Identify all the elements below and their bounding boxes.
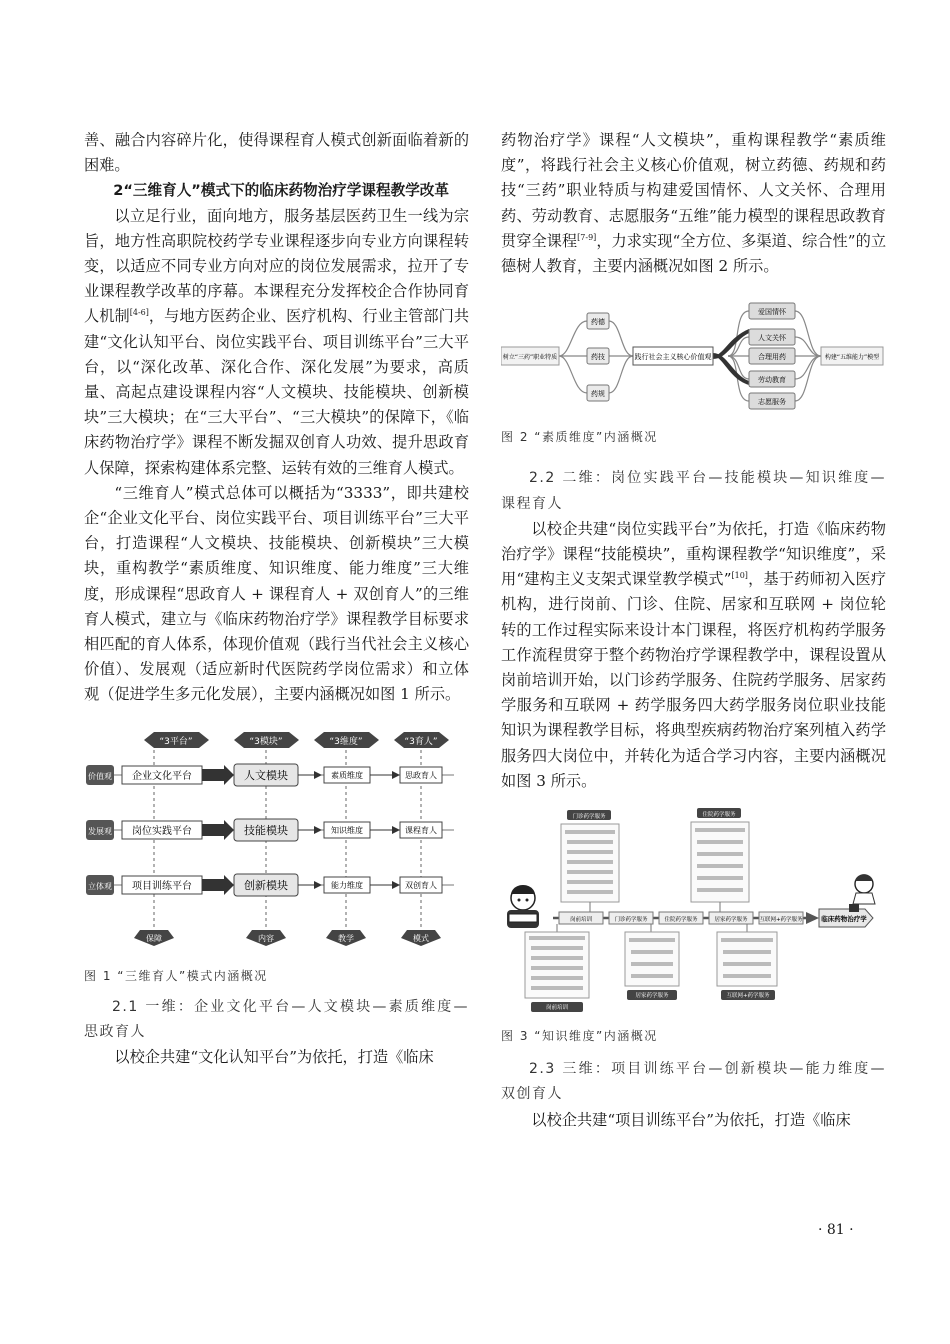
paragraph-text: ，基于药师初入医疗机构，进行岗前、门诊、住院、居家和互联网 + 岗位轮转的工作过程实际来设计本门课程，将医疗机构药学服务工作流程贯穿于整个药物治疗学课程教学中，课程设置从岗前培训开始，以门诊药学服务、住院药学服务、居家药学服务和互联网 + 药学服务四大药学服务岗位职业技能知识为课程教学目标，将典型疾病药物治疗案列植入药学服务四大岗位中，并转化为适合学习内容，主要内涵概况如图 3 所示。: [501, 570, 887, 790]
fig1-header: “3维度”: [329, 736, 363, 747]
fig3-bottom-left-box: [525, 924, 589, 1012]
fig1-education: 双创育人: [405, 880, 437, 890]
fig1-headers: [144, 732, 449, 748]
fig1-footer: 教学: [338, 933, 354, 943]
figure-3-diagram: [501, 806, 886, 1018]
fig3-box-title: 互联网+药学服务: [726, 993, 770, 1000]
fig1-platform: 岗位实践平台: [132, 825, 192, 837]
figure-1-caption: 图 1 “三维育人”模式内涵概况: [84, 968, 268, 983]
fig1-footer: 内容: [258, 933, 274, 943]
paragraph: [501, 517, 886, 794]
fig2-item: 爱国情怀: [758, 308, 786, 317]
fig1-dimension: 素质维度: [331, 770, 363, 780]
figure-2: [501, 299, 886, 417]
fig1-footer: 模式: [413, 933, 429, 943]
section-heading-2: 2“三维育人”模式下的临床药物治疗学课程教学改革: [113, 182, 449, 200]
paragraph-text: ，与地方医药企业、医疗机构、行业主管部门共建“文化认知平台、岗位实践平台、项目训练平台”三大平台，以“深化改革、深化合作、深化发展”为要求，高质量、高起点建设课程内容“人文模块、技能模块、创新模块”三大模块；在“三大平台”、“三大模块”的保障下，《临床药物治疗学》课程不断发掘双创育人功效、提升思政育人保障，探索构建体系完整、运转有效的三维育人模式。: [84, 307, 470, 477]
fig3-spine-node: 互联网+药学服务: [759, 917, 803, 924]
paragraph: [501, 128, 886, 279]
fig3-spine-node: 住院药学服务: [664, 917, 698, 924]
citation: [7-9]: [577, 232, 597, 242]
fig2-center: 践行社会主义核心价值观: [634, 353, 712, 362]
fig1-module: 技能模块: [244, 823, 288, 837]
fig2-item: 药德: [591, 318, 605, 327]
left-column: [84, 128, 469, 1070]
paragraph-text: ，力求实现“全方位、多渠道、综合性”的立德树人教育，主要内涵概况如图 2 所示。: [501, 231, 887, 276]
subsection-2-3: 2.3 三维：项目训练平台—创新模块—能力维度—双创育人: [501, 1061, 886, 1103]
fig1-header: “3平台”: [159, 736, 193, 747]
figure-2-diagram: [501, 299, 886, 417]
figure-1-diagram: [84, 722, 469, 958]
fig3-spine-node: 岗前培训: [569, 917, 593, 924]
paragraph-text: 以立足行业，面向地方，服务基层医药卫生一线为宗旨，地方性高职院校药学专业课程逐步向专业方向课程转变，以适应不同专业方向对应的岗位发展需求，拉开了专业课程教学改革的序幕。本课程充分发挥校企合作协同育人机制: [84, 206, 469, 326]
figure-3-caption: 图 3 “知识维度”内涵概况: [501, 1029, 658, 1044]
fig1-row-label: 立体观: [88, 881, 112, 891]
paragraph-text: 药物治疗学》课程“人文模块”，重构课程教学“素质维度”，将践行社会主义核心价值观，树立药德、药规和药技“三药”职业特质与构建爱国情怀、人文关怀、合理用药、劳动教育、志愿服务“五维”能力模型的课程思政教育贯穿全课程: [501, 131, 886, 250]
fig2-item: 药规: [591, 390, 605, 399]
doctor-figure: [849, 874, 875, 912]
paragraph: 以校企共建“文化认知平台”为依托，打造《临床: [114, 1048, 434, 1067]
fig3-box-title: 住院药学服务: [702, 812, 736, 819]
fig1-row: [86, 819, 454, 841]
fig1-row: [86, 764, 454, 786]
figure-3: [501, 806, 886, 1018]
fig1-platform: 项目训练平台: [132, 880, 192, 892]
fig3-spine-node: 居家药学服务: [714, 917, 748, 924]
fig1-dimension: 能力维度: [331, 880, 363, 890]
figure-1: [84, 722, 469, 958]
fig1-row-label: 发展观: [88, 826, 112, 836]
fig1-education: 思政育人: [405, 770, 437, 780]
fig1-header: “3育人”: [404, 736, 438, 747]
fig2-five-items: [749, 303, 795, 409]
fig2-left-label: 树立“三药”职业特质: [502, 354, 558, 362]
fig3-box-title: 门诊药学服务: [572, 814, 606, 821]
fig3-bottom-mid-box: [625, 924, 679, 1000]
paragraph: “三维育人”模式总体可以概括为“3333”，即共建校企“企业文化平台、岗位实践平台、项目训练平台”三大平台，打造课程“人文模块、技能模块、创新模块”三大模块，重构教学“素质维度、知识维度、能力维度”三大维度，形成课程“思政育人 + 课程育人 + 双创育人”的三维育人模式，建立与《临床药物治疗学》课程教学目标要求相匹配的育人体系，体现价值观（践行当代社会主义核心价值）、发展观（适应新时代医院药学岗位需求）和立体观（促进学生多元化发展），主要内涵概况如图 1 所示。: [84, 483, 469, 704]
figure-2-caption: 图 2 “素质维度”内涵概况: [501, 430, 658, 445]
paragraph-text: 以校企共建“岗位实践平台”为依托，打造《临床药物治疗学》课程“技能模块”，重构课程教学“知识维度”，采用“建构主义支架式课堂教学模式”: [501, 519, 886, 589]
fig3-top-left-box: [561, 810, 619, 912]
fig1-header: “3模块”: [249, 736, 283, 747]
fig2-item: 合理用药: [758, 353, 786, 362]
fig2-item: 志愿服务: [758, 398, 786, 407]
fig2-item: 人文关怀: [758, 334, 786, 343]
fig1-footer: 保障: [146, 933, 162, 943]
citation: [4-6]: [129, 308, 149, 318]
fig2-item: 劳动教育: [758, 376, 786, 385]
fig1-row-label: 价值观: [88, 771, 112, 781]
fig2-right-label: 构建“五维能力”模型: [824, 354, 880, 362]
paragraph: 以校企共建“项目训练平台”为依托，打造《临床: [531, 1110, 851, 1129]
subsection-2-2: 2.2 二维：岗位实践平台—技能模块—知识维度—课程育人: [501, 470, 886, 512]
right-column: [501, 128, 886, 1133]
fig3-box-title: 居家药学服务: [635, 993, 669, 1000]
fig3-top-mid-box: [691, 808, 749, 912]
fig2-item: 药技: [591, 353, 605, 362]
fig3-goal: 临床药物治疗学: [821, 915, 867, 924]
fig1-module: 创新模块: [244, 878, 288, 892]
fig1-module: 人文模块: [244, 768, 288, 782]
fig2-three-items: [587, 313, 609, 401]
citation: [10]: [731, 571, 748, 581]
paragraph: [84, 204, 469, 481]
fig1-education: 课程育人: [405, 825, 437, 835]
fig1-footers: [134, 930, 441, 946]
fig3-box-title: 岗前培训: [545, 1005, 569, 1012]
subsection-2-1: 2.1 一维：企业文化平台—人文模块—素质维度—思政育人: [84, 998, 469, 1041]
fig3-bottom-right-box: [717, 924, 777, 1000]
fig1-row: [86, 874, 454, 896]
fig1-dimension: 知识维度: [331, 825, 363, 835]
fig3-spine-node: 门诊药学服务: [614, 917, 648, 924]
page-number: · 81 ·: [818, 1222, 854, 1238]
student-figure: [507, 885, 539, 928]
fig1-platform: 企业文化平台: [132, 770, 192, 782]
paragraph-continued: 善、融合内容碎片化，使得课程育人模式创新面临着新的困难。: [84, 131, 469, 175]
fig3-spine: [559, 912, 803, 924]
